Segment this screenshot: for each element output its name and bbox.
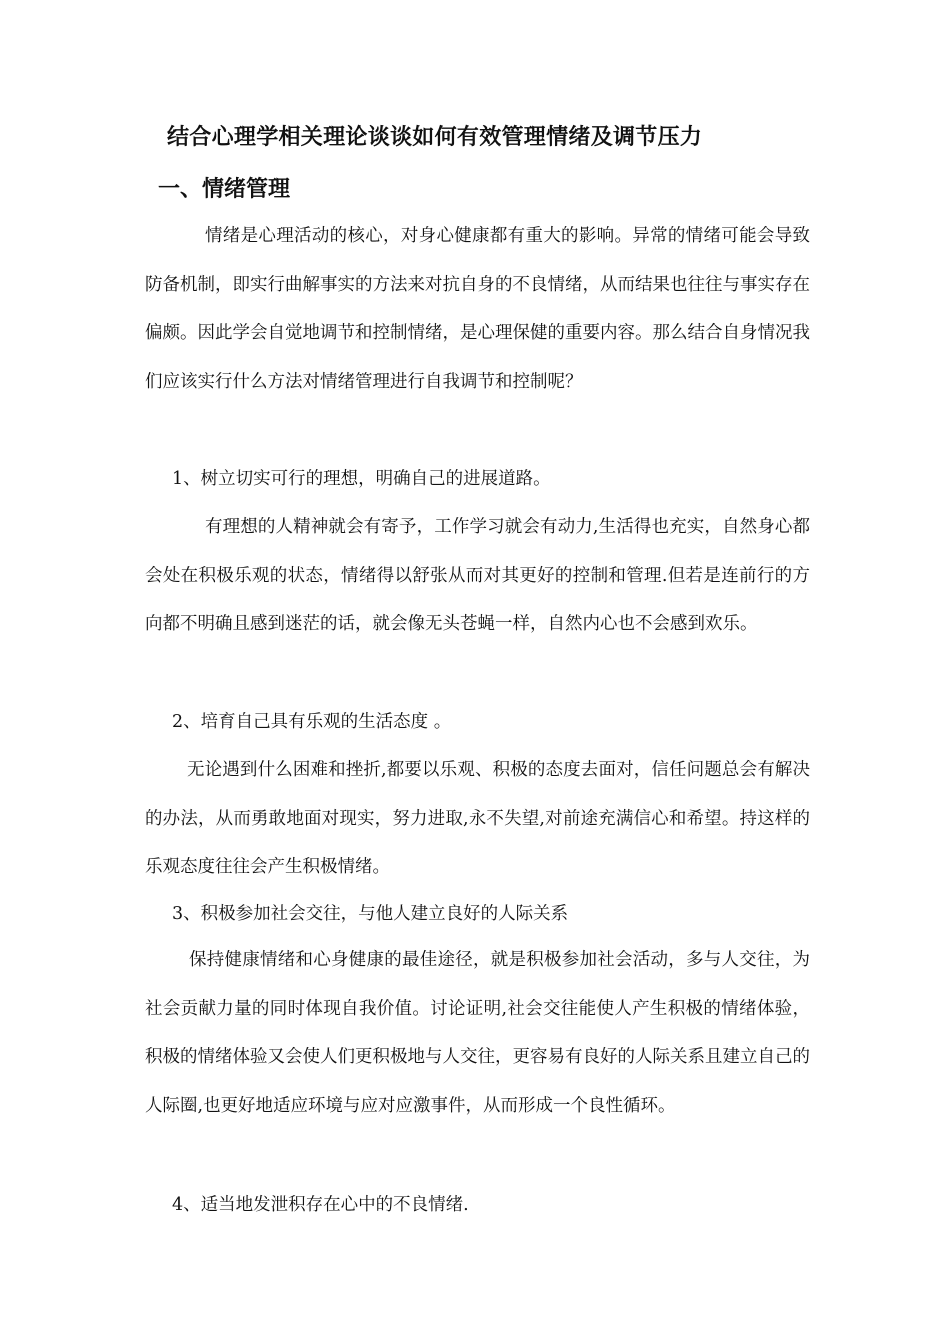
item-body-2: 无论遇到什么困难和挫折,都要以乐观、积极的态度去面对，信任问题总会有解决的办法，从而勇敢地面对现实，努力进取,永不失望,对前途充满信心和希望。持这样的乐观态度往往会产生积极情绪。 xyxy=(145,760,810,877)
item-body-1: 有理想的人精神就会有寄予，工作学习就会有动力,生活得也充实，自然身心都会处在积极乐观的状态，情绪得以舒张从而对其更好的控制和管理.但若是连前行的方向都不明确且感到迷茫的话，就会像无头苍蝇一样，自然内心也不会感到欢乐。 xyxy=(145,517,810,634)
item-heading-3: 3、积极参加社会交往，与他人建立良好的人际关系 xyxy=(172,904,569,924)
item-heading-2: 2、培育自己具有乐观的生活态度 。 xyxy=(172,712,452,732)
item-body-3: 保持健康情绪和心身健康的最佳途径，就是积极参加社会活动，多与人交往，为社会贡献力量的同时体现自我价值。讨论证明,社会交往能使人产生积极的情绪体验，积极的情绪体验又会使人们更积极地与人交往，更容易有良好的人际关系且建立自己的人际圈,也更好地适应环境与应对应激事件，从而形成一个良性循环。 xyxy=(145,950,810,1116)
item-heading-4: 4、适当地发泄积存在心中的不良情绪. xyxy=(172,1195,469,1215)
item-heading-1: 1、树立切实可行的理想，明确自己的进展道路。 xyxy=(172,469,551,489)
intro-paragraph: 情绪是心理活动的核心，对身心健康都有重大的影响。异常的情绪可能会导致防备机制，即实行曲解事实的方法来对抗自身的不良情绪，从而结果也往往与事实存在偏颇。因此学会自觉地调节和控制情绪，是心理保健的重要内容。那么结合自身情况我们应该实行什么方法对情绪管理进行自我调节和控制呢？ xyxy=(145,226,810,392)
section-heading: 一、情绪管理 xyxy=(158,176,291,202)
document-title: 结合心理学相关理论谈谈如何有效管理情绪及调节压力 xyxy=(167,124,703,150)
